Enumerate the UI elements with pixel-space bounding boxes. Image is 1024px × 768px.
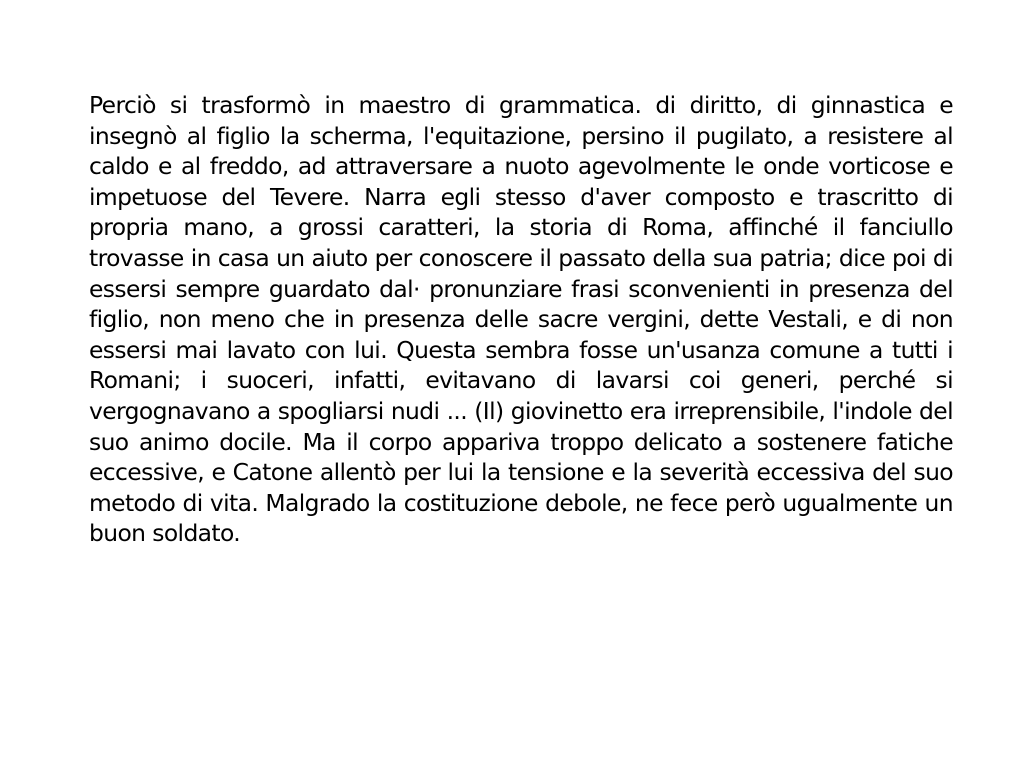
body-paragraph: Perciò si trasformò in maestro di grammatica. di diritto, di ginnastica e insegnò al figlio la scherma, l'equitazione, persino il pugilato, a resistere al caldo e al freddo, ad attraversare a nuoto agevolmente le onde vorticose e impetuose del Tevere. Narra egli stesso d'aver composto e trascritto di propria mano, a grossi caratteri, la storia di Roma, affinché il fanciullo trovasse in casa un aiuto per conoscere il passato della sua patria; dice poi di essersi sempre guardato dal· pronunziare frasi sconvenienti in presenza del figlio, non meno che in presenza delle sacre vergini, dette Vestali, e di non essersi mai lavato con lui. Questa sembra fosse un'usanza comune a tutti i Romani; i suoceri, infatti, evitavano di lavarsi coi generi, perché si vergognavano a spogliarsi nudi ... (Il) giovinetto era irreprensibile, l'indole del suo animo docile. Ma il corpo appariva troppo delicato a sostenere fatiche eccessive, e Catone allentò per lui la tensione e la severità eccessiva del suo metodo di vita. Malgrado la costituzione debole, ne fece però ugualmente un buon soldato. [89,91,953,548]
